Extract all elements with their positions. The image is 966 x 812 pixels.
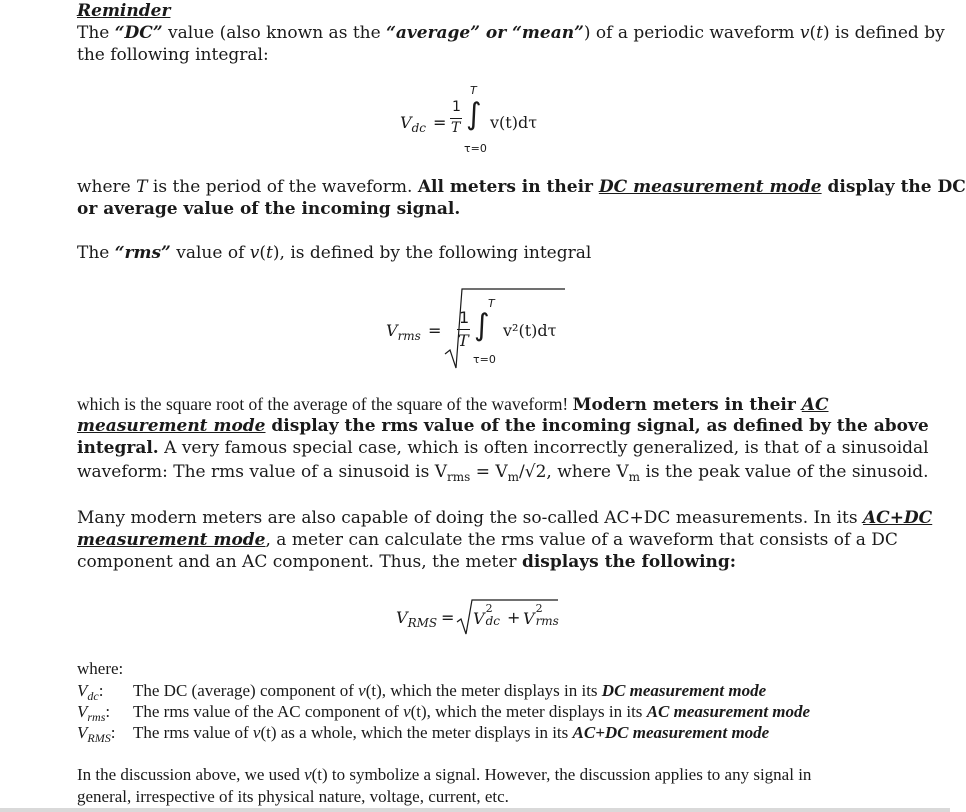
var-v: v	[252, 723, 261, 742]
var-T: T	[136, 177, 148, 197]
eq-fraction-bar	[450, 118, 462, 119]
eq-upper-limit: T	[488, 297, 495, 310]
definition-vRMS	[77, 722, 769, 749]
text: = V	[470, 462, 508, 482]
eq-vdc-lhs	[400, 113, 426, 135]
eq-numerator: 1	[452, 99, 461, 115]
text: value of	[170, 243, 250, 263]
paragraph-dc-intro-line2: the following integral:	[77, 45, 269, 65]
heading-reminder: Reminder	[77, 1, 171, 21]
def-colon: :	[110, 723, 116, 742]
integral-sign: ∫	[466, 97, 482, 132]
eq-lower-limit: τ=0	[464, 142, 487, 155]
paragraph-ac-mode	[77, 393, 829, 416]
eq-supsub	[535, 602, 559, 628]
var-v: v	[304, 765, 312, 784]
text: /√2, where V	[519, 462, 629, 482]
def-text: (t), which the meter displays in its	[410, 702, 647, 721]
var-v: v	[799, 23, 810, 43]
term-ac: AC	[801, 395, 829, 415]
text-bold: displays the following:	[521, 552, 737, 572]
var-t: t	[266, 243, 273, 263]
term-acdc: AC+DC	[862, 508, 933, 528]
text: ) of a periodic waveform	[583, 23, 800, 43]
eq-term-vrms	[523, 602, 559, 628]
def-colon: :	[105, 702, 111, 721]
text: component and an AC component. Thus, the meter	[77, 552, 522, 572]
text: ) is defined by	[823, 23, 945, 43]
text: , a meter can calculate the rms value of a waveform that consists of a DC	[265, 530, 898, 550]
def-symbol: V	[77, 723, 88, 742]
text-bold: display the DC	[821, 177, 966, 197]
def-subscript: dc	[87, 689, 99, 703]
paragraph-ac-mode-line3	[77, 437, 929, 459]
eq-symbol: V	[400, 113, 412, 132]
def-text: The rms value of	[133, 723, 253, 742]
text: (	[809, 23, 817, 43]
subscript-m: m	[507, 470, 520, 484]
paragraph-closing	[77, 764, 811, 785]
text: (	[259, 243, 267, 263]
text: Many modern meters are also capable of doing the so-called AC+DC measurements. In its	[77, 508, 863, 528]
eq-term-vdc	[473, 602, 505, 628]
eq-subscript: dc	[411, 121, 426, 135]
eq-equals: =	[441, 608, 455, 627]
eq-integrand: v²(t)dτ	[503, 321, 557, 340]
term-dc-measurement-mode: DC measurement mode	[598, 177, 822, 197]
def-text: (t), which the meter displays in its	[365, 681, 602, 700]
text: value (also known as the	[162, 23, 387, 43]
eq-denominator: T	[451, 120, 461, 136]
paragraph-ac-mode-line4	[77, 461, 929, 488]
def-mode: AC measurement mode	[646, 702, 811, 721]
term-dc: “DC”	[114, 23, 163, 43]
def-text: The DC (average) component of	[133, 681, 359, 700]
eq-upper-limit: T	[470, 84, 477, 97]
eq-lower-limit: τ=0	[473, 353, 496, 366]
text: is the period of the waveform.	[147, 177, 418, 197]
def-colon: :	[98, 681, 104, 700]
paragraph-acdc-mode-line3	[77, 551, 736, 573]
integral-sign: ∫	[474, 308, 490, 343]
term-average-mean: “average” or “mean”	[386, 23, 584, 43]
def-symbol: V	[77, 681, 88, 700]
eq-numerator: 1	[459, 308, 470, 327]
var-v: v	[403, 702, 411, 721]
text-bold: All meters in their	[417, 177, 599, 197]
paragraph-dc-intro	[77, 22, 945, 44]
text: which is the square root of the average of the square of the waveform!	[77, 394, 573, 414]
subscript-m: m	[628, 470, 641, 484]
text-bold: display the rms value of the incoming signal, as defined by the above	[265, 416, 929, 436]
where-label: where:	[77, 659, 124, 678]
eq-plus: +	[507, 608, 521, 627]
eq-equals: =	[428, 321, 442, 340]
paragraph-dc-mode-line2: or average value of the incoming signal.	[77, 199, 461, 219]
eq-subscript: RMS	[407, 616, 438, 630]
eq-symbol: V	[386, 321, 398, 340]
text-bold: Modern meters in their	[572, 395, 802, 415]
text: ), is defined by the following integral	[272, 243, 592, 263]
eq-fraction-bar	[457, 329, 470, 330]
var-v: v	[249, 243, 260, 263]
def-symbol: V	[77, 702, 88, 721]
def-subscript: rms	[87, 710, 106, 724]
def-key	[77, 722, 133, 749]
page-bottom-edge	[0, 808, 950, 812]
text: A very famous special case, which is often incorrectly generalized, is that of a sinusoidal	[158, 438, 929, 458]
text: (t) to symbolize a signal. However, the discussion applies to any signal in	[311, 765, 812, 784]
eq-denominator: T	[458, 331, 469, 350]
term-measurement-mode: measurement mode	[77, 416, 266, 436]
term-rms: “rms”	[114, 243, 171, 263]
var-v: v	[358, 681, 366, 700]
text-bold: integral.	[77, 438, 159, 458]
def-subscript: RMS	[87, 731, 111, 745]
text: where	[77, 177, 137, 197]
text: The	[77, 243, 115, 263]
def-text: The rms value of the AC component of	[133, 702, 404, 721]
def-mode: DC measurement mode	[601, 681, 767, 700]
var-t: t	[816, 23, 824, 43]
eq-symbol: V	[523, 609, 535, 628]
def-text: (t) as a whole, which the meter displays in its	[260, 723, 573, 742]
eq-subscript: dc	[485, 614, 500, 628]
eq-superscript: 2	[535, 602, 543, 615]
text: waveform: The rms value of a sinusoid is V	[77, 462, 448, 482]
def-mode: AC+DC measurement mode	[572, 723, 770, 742]
eq-subscript: rms	[535, 614, 559, 628]
text: In the discussion above, we used	[77, 765, 305, 784]
paragraph-dc-mode	[77, 176, 966, 198]
eq-superscript: 2	[485, 602, 493, 615]
eq-subscript: rms	[397, 329, 421, 343]
eq-symbol: V	[473, 609, 485, 628]
eq-vrms-lhs	[386, 321, 421, 343]
eq-integrand: v(t)dτ	[490, 113, 538, 132]
text: The	[77, 23, 115, 43]
term-measurement-mode: measurement mode	[77, 530, 266, 550]
paragraph-acdc-mode-line2	[77, 529, 898, 551]
eq-equals: =	[433, 113, 447, 132]
paragraph-acdc-mode	[77, 507, 932, 529]
paragraph-ac-mode-line2	[77, 415, 929, 437]
paragraph-rms-intro	[77, 242, 591, 264]
text: is the peak value of the sinusoid.	[640, 462, 929, 482]
eq-symbol: V	[396, 608, 408, 627]
subscript-rms: rms	[447, 470, 471, 484]
eq-supsub	[485, 602, 505, 628]
eq-vRMS-lhs	[396, 608, 437, 630]
paragraph-closing-line2: general, irrespective of its physical nature, voltage, current, etc.	[77, 787, 509, 806]
